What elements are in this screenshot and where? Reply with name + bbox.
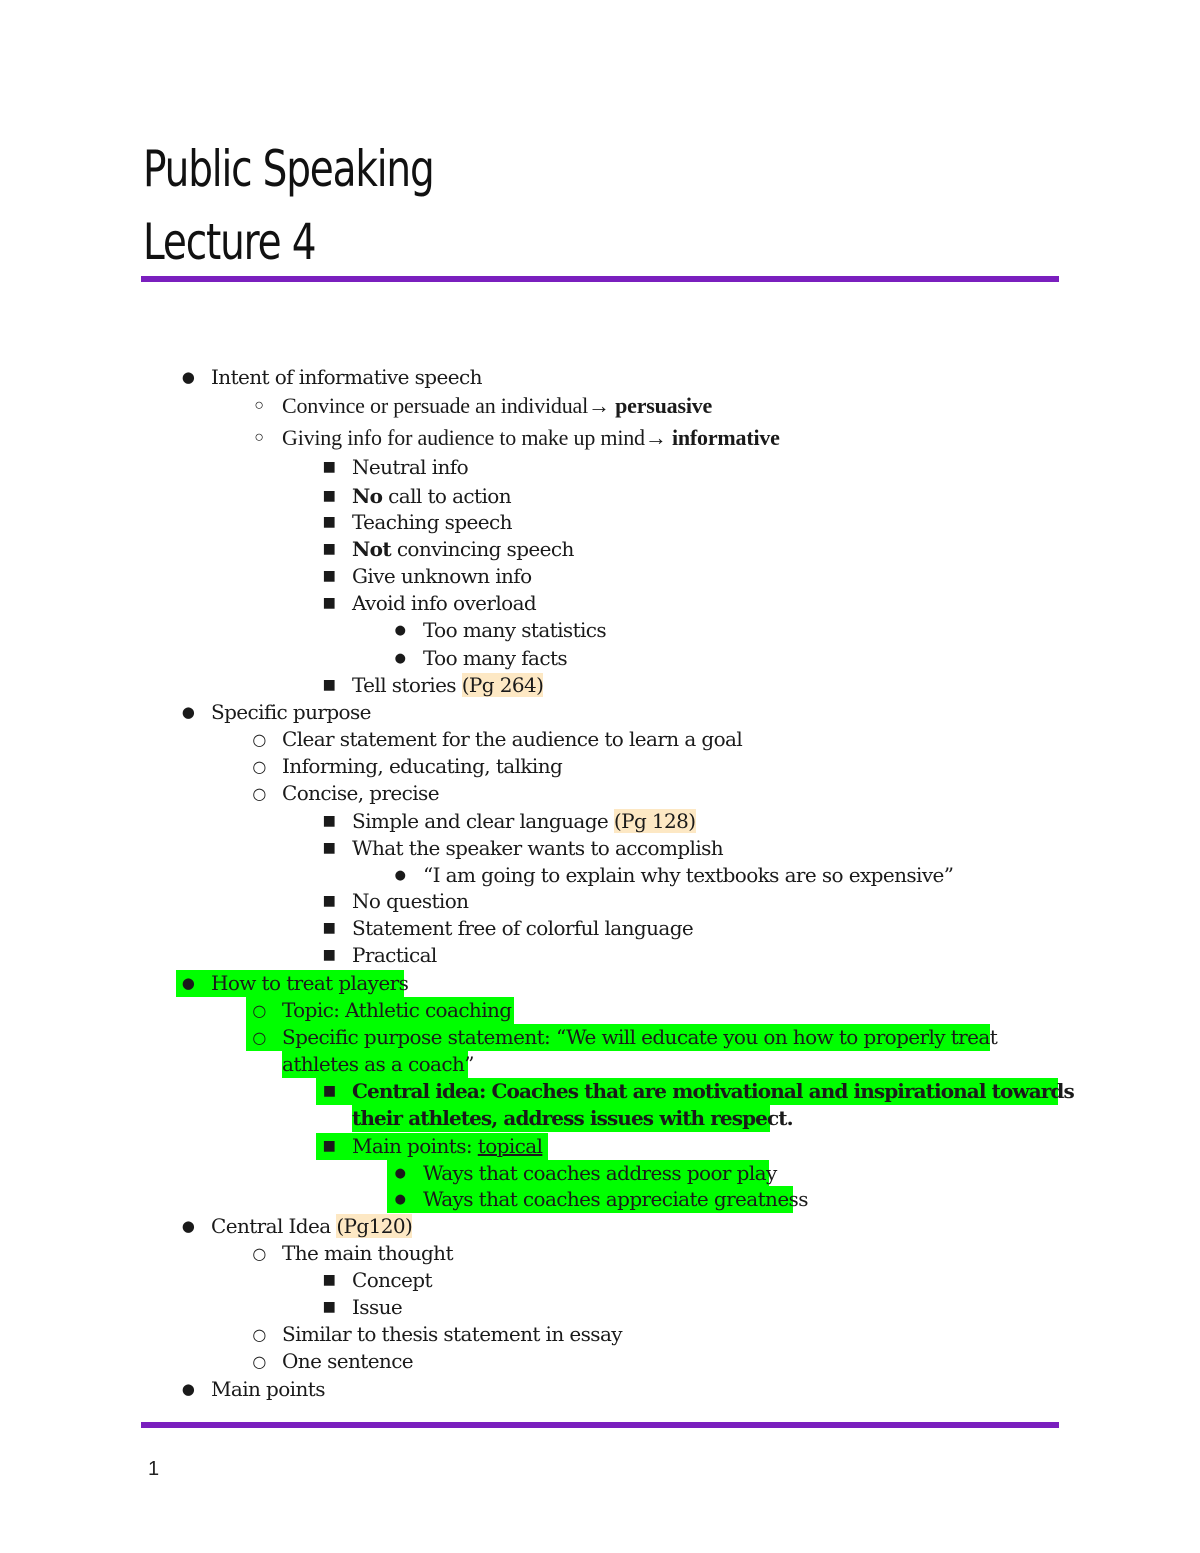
bullet-icon: ● [394, 1192, 406, 1207]
citation: (Pg 264) [461, 673, 544, 697]
list-item: ● Ways that coaches appreciate greatness [423, 1186, 808, 1213]
citation: (Pg120) [336, 1214, 413, 1238]
page-number: 1 [148, 1458, 160, 1480]
list-item: ■ What the speaker wants to accomplish [352, 835, 723, 862]
list-item-continuation: their athletes, address issues with respect. [352, 1106, 793, 1130]
document-subtitle: Lecture 4 [143, 213, 316, 271]
circle-bullet-icon: ○ [252, 1244, 266, 1263]
list-item: ■ Main points: topical [352, 1133, 542, 1160]
bullet-icon: ● [181, 368, 195, 386]
circle-bullet-icon: ○ [252, 1028, 266, 1047]
list-item: ● Too many statistics [423, 617, 606, 644]
square-bullet-icon: ■ [322, 840, 336, 856]
list-item: ○ Concise, precise [282, 780, 439, 807]
circle-bullet-icon: ○ [252, 757, 266, 776]
circle-bullet-icon: ○ [254, 397, 264, 414]
list-item: ■ Central idea: Coaches that are motivational and inspirational towards [352, 1078, 1074, 1105]
list-item: ■ Give unknown info [352, 563, 532, 590]
list-item: ■ Neutral info [352, 454, 468, 481]
list-item: ● Intent of informative speech [211, 364, 482, 391]
list-item: ● Too many facts [423, 645, 567, 672]
square-bullet-icon: ■ [322, 1299, 336, 1315]
citation: (Pg 128) [613, 809, 696, 833]
bullet-icon: ● [394, 623, 406, 638]
list-item: ● Main points [211, 1376, 325, 1403]
list-item: ● Ways that coaches address poor play [423, 1160, 777, 1187]
document-title: Public Speaking [143, 140, 434, 198]
square-bullet-icon: ■ [322, 947, 336, 963]
list-item: ● Specific purpose [211, 699, 371, 726]
list-item: ○ One sentence [282, 1348, 413, 1375]
square-bullet-icon: ■ [322, 813, 336, 829]
list-item: ■ Tell stories (Pg 264) [352, 672, 543, 699]
list-item: ○ Informing, educating, talking [282, 753, 562, 780]
list-item: ○ Clear statement for the audience to learn a goal [282, 726, 742, 753]
list-item-continuation: athletes as a coach” [282, 1052, 474, 1076]
list-item: ■ Issue [352, 1294, 402, 1321]
list-item: ○ Topic: Athletic coaching [282, 997, 512, 1024]
list-item: ■ Statement free of colorful language [352, 915, 693, 942]
bullet-icon: ● [181, 1217, 195, 1235]
bullet-icon: ● [181, 1380, 195, 1398]
list-item: ● Central Idea (Pg120) [211, 1213, 412, 1240]
list-item: ○ Convince or persuade an individual→ persuasive [282, 392, 712, 419]
square-bullet-icon: ■ [322, 1083, 336, 1099]
list-item: ● How to treat players [211, 970, 408, 997]
bullet-icon: ● [394, 868, 406, 883]
bullet-icon: ● [394, 651, 406, 666]
circle-bullet-icon: ○ [254, 429, 264, 446]
bullet-icon: ● [181, 703, 195, 721]
bullet-icon: ● [394, 1166, 406, 1181]
circle-bullet-icon: ○ [252, 1325, 266, 1344]
square-bullet-icon: ■ [322, 514, 336, 530]
circle-bullet-icon: ○ [252, 730, 266, 749]
list-item: ■ Simple and clear language (Pg 128) [352, 808, 696, 835]
list-item: ■ Concept [352, 1267, 432, 1294]
list-item: ■ Practical [352, 942, 437, 969]
list-item: ○ The main thought [282, 1240, 453, 1267]
square-bullet-icon: ■ [322, 677, 336, 693]
list-item: ■ Teaching speech [352, 509, 512, 536]
list-item: ■ Not convincing speech [352, 536, 574, 563]
square-bullet-icon: ■ [322, 488, 336, 504]
circle-bullet-icon: ○ [252, 1001, 266, 1020]
circle-bullet-icon: ○ [252, 784, 266, 803]
circle-bullet-icon: ○ [252, 1352, 266, 1371]
list-item: ○ Specific purpose statement: “We will educate you on how to properly treat [282, 1024, 997, 1051]
square-bullet-icon: ■ [322, 541, 336, 557]
list-item: ■ No question [352, 888, 468, 915]
square-bullet-icon: ■ [322, 920, 336, 936]
list-item: ○ Giving info for audience to make up mind→ informative [282, 424, 780, 451]
bullet-icon: ● [181, 974, 195, 992]
square-bullet-icon: ■ [322, 459, 336, 475]
footer-divider [141, 1422, 1059, 1428]
list-item: ■ Avoid info overload [352, 590, 536, 617]
square-bullet-icon: ■ [322, 893, 336, 909]
list-item: ● “I am going to explain why textbooks are so expensive” [423, 862, 953, 889]
list-item: ■ No call to action [352, 483, 511, 510]
list-item: ○ Similar to thesis statement in essay [282, 1321, 622, 1348]
square-bullet-icon: ■ [322, 1138, 336, 1154]
title-divider [141, 276, 1059, 282]
square-bullet-icon: ■ [322, 595, 336, 611]
square-bullet-icon: ■ [322, 1272, 336, 1288]
square-bullet-icon: ■ [322, 568, 336, 584]
